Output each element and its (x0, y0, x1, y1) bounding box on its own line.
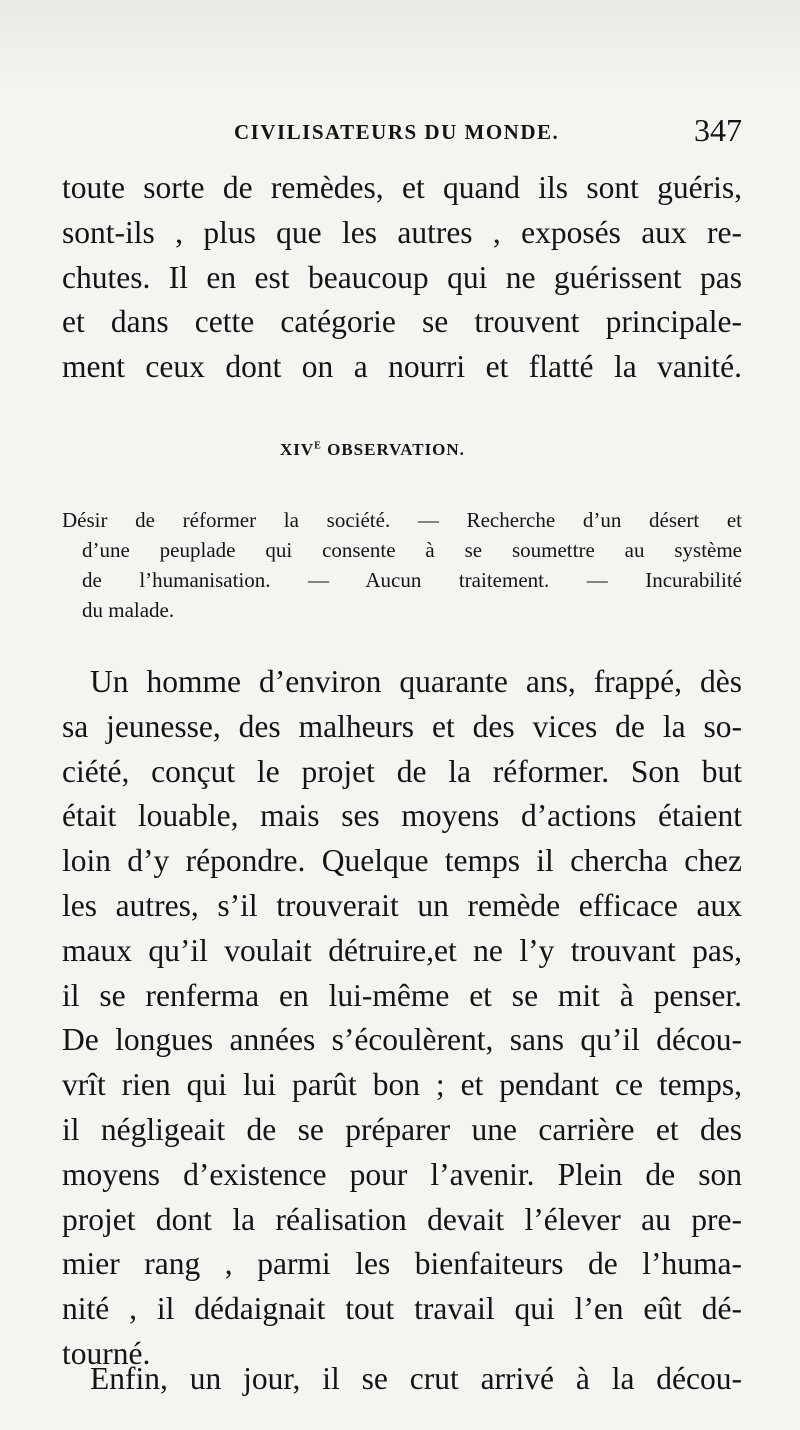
text-line: De longues années s’écoulèrent, sans qu’il décou- (62, 1022, 742, 1058)
paragraph-1 (62, 166, 742, 390)
page-top-shade (0, 0, 800, 95)
text-line: projet dont la réalisation devait l’élever au pre- (62, 1201, 742, 1237)
text-line: était louable, mais ses moyens d’actions étaient (62, 798, 742, 834)
paragraph-3 (62, 1357, 742, 1402)
text-line: il se renferma en lui-même et se mit à penser. (62, 977, 742, 1013)
text-line: loin d’y répondre. Quelque temps il chercha chez (62, 843, 742, 879)
text-line: ciété, conçut le projet de la réformer. Son but (62, 753, 742, 789)
observation-summary (62, 505, 742, 625)
summary-line: Désir de réformer la société. — Recherche d’un désert et (62, 508, 742, 532)
summary-line: de l’humanisation. — Aucun traitement. — Incurabilité (82, 568, 742, 592)
observation-number: XIV (280, 440, 315, 459)
text-line: tourné. (62, 1335, 151, 1371)
text-line: nité , il dédaignait tout travail qui l’en eût dé- (62, 1291, 742, 1327)
text-line: et dans cette catégorie se trouvent principale- (62, 304, 742, 340)
summary-line: d’une peuplade qui consente à se soumettre au système (82, 538, 742, 562)
page-number: 347 (694, 112, 742, 148)
paragraph-2 (62, 660, 742, 1377)
summary-line: du malade. (82, 598, 175, 622)
text-line: vrît rien qui lui parût bon ; et pendant ce temps, (62, 1067, 742, 1103)
text-line: ment ceux dont on a nourri et flatté la vanité. (62, 349, 742, 385)
text-line: sa jeunesse, des malheurs et des vices de la so- (62, 708, 742, 744)
running-header (62, 112, 742, 152)
text-line: toute sorte de remèdes, et quand ils sont guéris, (62, 170, 742, 205)
text-line: Un homme d’environ quarante ans, frappé, dès (90, 664, 742, 699)
text-line: chutes. Il en est beaucoup qui ne guérissent pas (62, 259, 742, 295)
text-line: il négligeait de se préparer une carrière et des (62, 1111, 742, 1147)
text-line: maux qu’il voulait détruire,et ne l’y trouvant pas, (62, 932, 742, 968)
text-line: Enfin, un jour, il se crut arrivé à la décou- (90, 1361, 742, 1396)
observation-heading (280, 440, 465, 460)
text-line: mier rang , parmi les bienfaiteurs de l’huma- (62, 1246, 742, 1282)
text-line: sont-ils , plus que les autres , exposés aux re- (62, 214, 742, 250)
running-title: CIVILISATEURS DU MONDE. (234, 120, 560, 144)
text-line: les autres, s’il trouverait un remède efficace aux (62, 887, 742, 923)
observation-suffix: E (314, 440, 322, 452)
text-line: moyens d’existence pour l’avenir. Plein de son (62, 1156, 742, 1192)
observation-word: OBSERVATION. (327, 440, 465, 459)
